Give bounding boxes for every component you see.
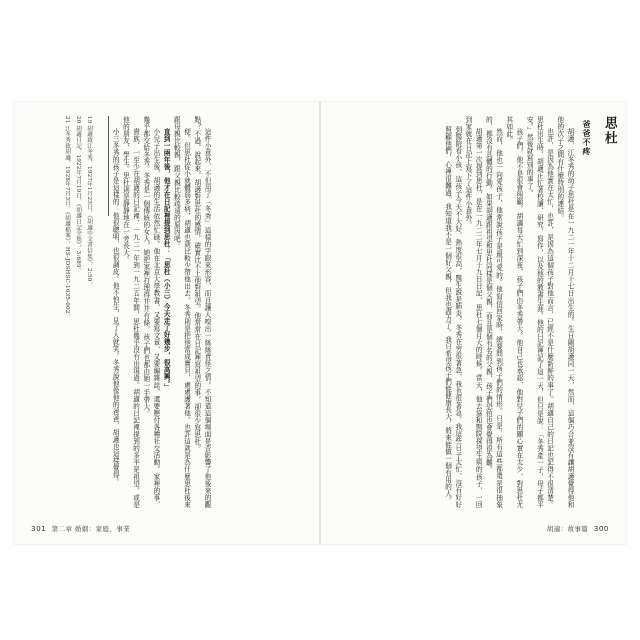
- paragraph: 小三冬秀的孩子是這樣的：他很聰明，也很調皮。他不怕生，見了人就笑。冬秀說他像他的爸爸，胡適也這樣覺得。: [111, 127, 120, 485]
- footnote: 21 江冬秀致胡適，1928年7月3日，《胡適檔案》，HS-JDSHSC-1635-002。: [64, 116, 70, 320]
- chapter-title: 思杜: [602, 116, 617, 146]
- paragraph: 也許，是因為他實在太忙，也許，是因為這個孩子對他而言，已經不是什麼新鮮的事了。胡適自己的日記也記得不很清楚。思杜出生時，胡適正忙著校讀、研究、寫作，以及他的教書生涯。他的日記裡記了這一天，但只是說：「冬秀產一子，母子都平安。」然後就寫別的事了。: [525, 116, 554, 508]
- running-head: 胡適：故事篇: [546, 525, 589, 533]
- left-folio: [28, 524, 130, 533]
- paragraph: 到醫院看小孩，這孩子今天不大好，熱度很高，醫生說是肺炎。冬秀在旁很著急，我也很著急。我這些日子太忙，沒有好好照顧他們，心裡很難過。我知道我不是一個好父親，但我也盡力了。我只希望孩子們能健康長大，將來能做一個有用的人。: [443, 126, 462, 508]
- paragraph: 便。但思杜從小就體弱多病，胡適也就比較少帶他出去。冬秀則是把他當成寶貝，處處護著他。也許這就是為什麼思杜後來跟母親比較親，跟父親比較疏遠的原因吧。: [172, 116, 191, 508]
- right-paragraphs: [442, 116, 575, 508]
- paragraph: 胡適第一次提到思杜，是在一九二二年七月十九日日記，思杜七個月大的時候。當天，他去協和醫院探望生病的孩子，一回到家就在日記上寫下了這件小意外。: [463, 116, 483, 508]
- running-head: 第二章 婚姻：家庭、事業: [51, 525, 131, 533]
- paragraph: 然而，他也一向愛孩子，他常說孩子是最可愛的。他寫信回家時，總要問到孩子們的情形。只是，所有這些都還是很抽象的，都沒有具體的行動。如果胡適跟祖望和思杜同樣是個父親，而且是個有名的父親，孩子們恐怕也會覺得很為難。: [484, 116, 503, 508]
- right-page: [321, 102, 626, 544]
- footnotes: [34, 116, 94, 386]
- paragraph: 胡適，江冬秀的幼子思杜是在一九二一年十二月十七日出生的。生日剛胡適同一天，然而，這個巧合並沒有讓胡適覺得他和他的次子之間有什麼特別的連結。: [555, 116, 574, 508]
- section-heading: 爸爸不疼: [582, 120, 592, 156]
- footnote: 19 胡適致江冬秀，1927年1月23日，《胡適中文書信集》，2:50。: [86, 116, 92, 288]
- right-page-body: [337, 116, 617, 508]
- left-page: [14, 102, 319, 544]
- paragraph: 直到一兩年後，他才在日記裡提到思杜：「思杜（小三）今天走了好幾步，很高興。」: [162, 127, 171, 391]
- page-number: 300: [593, 524, 609, 533]
- paragraph: 這件小意外，不但用了「冬秀」這樣的字眼來形容，而且讓人嗅出一絲絲責怪之情。不知道這個場面是否影響了他後來的觀點？不過，說起來，胡適對思杜的感情，確實比不上他對祖望。他常常在日記裡寫祖望的事，卻很少寫思杜。: [192, 116, 211, 508]
- paragraph: 貴族、一至少在胡適的日記裡，一九二一年到一九二五年間，思杜幾乎沒有出現過。胡適的日記裡提到的多半是祖望，或是他的朋友、學生。思杜則是靜靜地在一旁長大。: [121, 116, 140, 508]
- footnote: 20 胡適日記，1922年7月19日，《胡適日記全集》，3:689。: [75, 116, 81, 274]
- paragraph: 孩子們，他不是很會照顧。胡適每天忙到深夜，孩子們由冬秀帶大。他自己也承認，他對兒子們的關心實在太少，對思杜尤其如此。: [504, 116, 523, 508]
- paragraph: 小兒子出生後，胡適的生活依然忙碌。他在北京大學教書，又要寫文章，又要編雜誌，還要應付各種社交活動。家裡的事，幾乎都交給冬秀。冬秀是一個傳統的女人，她把家裡打理得井井有條，孩子們也都由她一手帶大。: [141, 116, 160, 508]
- page-number: 301: [31, 524, 47, 533]
- right-folio: [547, 524, 612, 533]
- book-spread: [14, 102, 626, 544]
- footnote-rule: [108, 116, 109, 216]
